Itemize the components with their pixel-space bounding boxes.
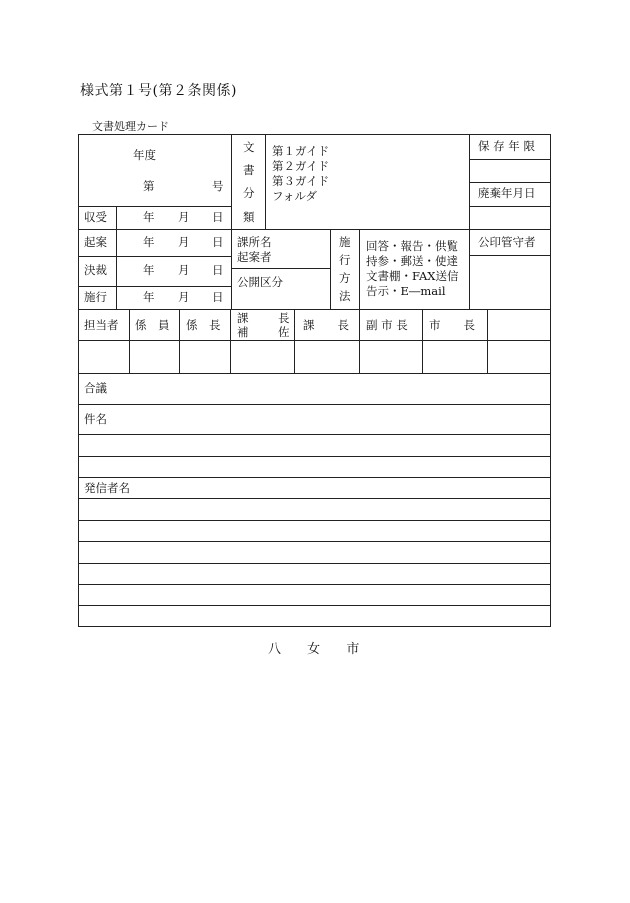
date-label-shiko: 施行 [84, 290, 107, 304]
date-y-shiko: 年 [143, 290, 155, 304]
ka-top-label: 課 [237, 311, 249, 325]
shiko-char-3: 方 [339, 271, 351, 285]
haiki-label: 廃棄年月日 [478, 186, 536, 200]
form-frame [79, 135, 551, 627]
bunrui-char-2: 書 [243, 163, 255, 177]
guide-3: 第３ガイド [272, 174, 330, 188]
ho-label: 補 [237, 325, 249, 339]
kashomei-label: 課所名 [237, 235, 272, 249]
guide-1: 第１ガイド [272, 144, 330, 158]
hozon-label: 保 存 年 限 [478, 139, 535, 153]
tanto-label: 担当者 [84, 318, 119, 332]
bunrui-char-4: 類 [243, 210, 255, 224]
form-title: 様式第１号(第２条関係) [80, 83, 237, 99]
date-y-kian: 年 [143, 235, 155, 249]
guide-2: 第２ガイド [272, 159, 330, 173]
date-d-kian: 日 [212, 235, 224, 249]
fuku-label: 副 市 長 [366, 318, 408, 332]
method-3: 文書棚・FAX送信 [366, 269, 459, 283]
footer-char-2: 女 [307, 642, 321, 657]
gougi-label: 合議 [84, 381, 107, 395]
shicho-label: 市 長 [429, 318, 475, 332]
kianja-label: 起案者 [237, 250, 272, 264]
date-m-jyuju: 月 [178, 210, 190, 224]
footer-city [268, 638, 381, 657]
kenmei-label: 件名 [84, 412, 107, 426]
date-m-kessai: 月 [178, 263, 190, 277]
date-y-jyuju: 年 [143, 210, 155, 224]
shiko-char-4: 法 [339, 289, 351, 303]
date-label-kessai: 決裁 [84, 263, 107, 277]
method-2: 持参・郵送・使達 [366, 254, 458, 268]
kacho-label: 課 長 [303, 318, 349, 332]
date-d-kessai: 日 [212, 263, 224, 277]
footer-char-3: 市 [346, 642, 360, 657]
bunrui-char-3: 分 [243, 186, 255, 200]
method-1: 回答・報告・供覧 [366, 239, 458, 253]
kakari-in-label: 係 員 [135, 318, 170, 332]
guide-4: フォルダ [272, 189, 317, 203]
date-d-jyuju: 日 [212, 210, 224, 224]
footer-char-1: 八 [268, 642, 282, 657]
date-d-shiko: 日 [212, 290, 224, 304]
kakari-cho-label: 係 長 [186, 318, 221, 332]
card-label: 文書処理カード [92, 120, 169, 133]
nendo-label: 年度 [133, 148, 156, 162]
bunrui-char-1: 文 [243, 140, 255, 154]
shiko-char-2: 行 [339, 253, 351, 267]
date-label-kian: 起案 [84, 235, 107, 249]
go-label: 号 [212, 179, 224, 193]
date-m-kian: 月 [178, 235, 190, 249]
kokai-label: 公開区分 [237, 275, 283, 289]
cho-top-label: 長 [278, 311, 290, 325]
dai-label: 第 [143, 179, 155, 193]
method-4: 告示・E―mail [366, 284, 446, 298]
date-label-jyuju: 収受 [84, 210, 107, 224]
koin-label: 公印管守者 [478, 235, 536, 249]
date-y-kessai: 年 [143, 263, 155, 277]
hasshin-label: 発信者名 [84, 481, 130, 495]
date-m-shiko: 月 [178, 290, 190, 304]
sa-label: 佐 [278, 325, 290, 339]
shiko-char-1: 施 [339, 235, 351, 249]
